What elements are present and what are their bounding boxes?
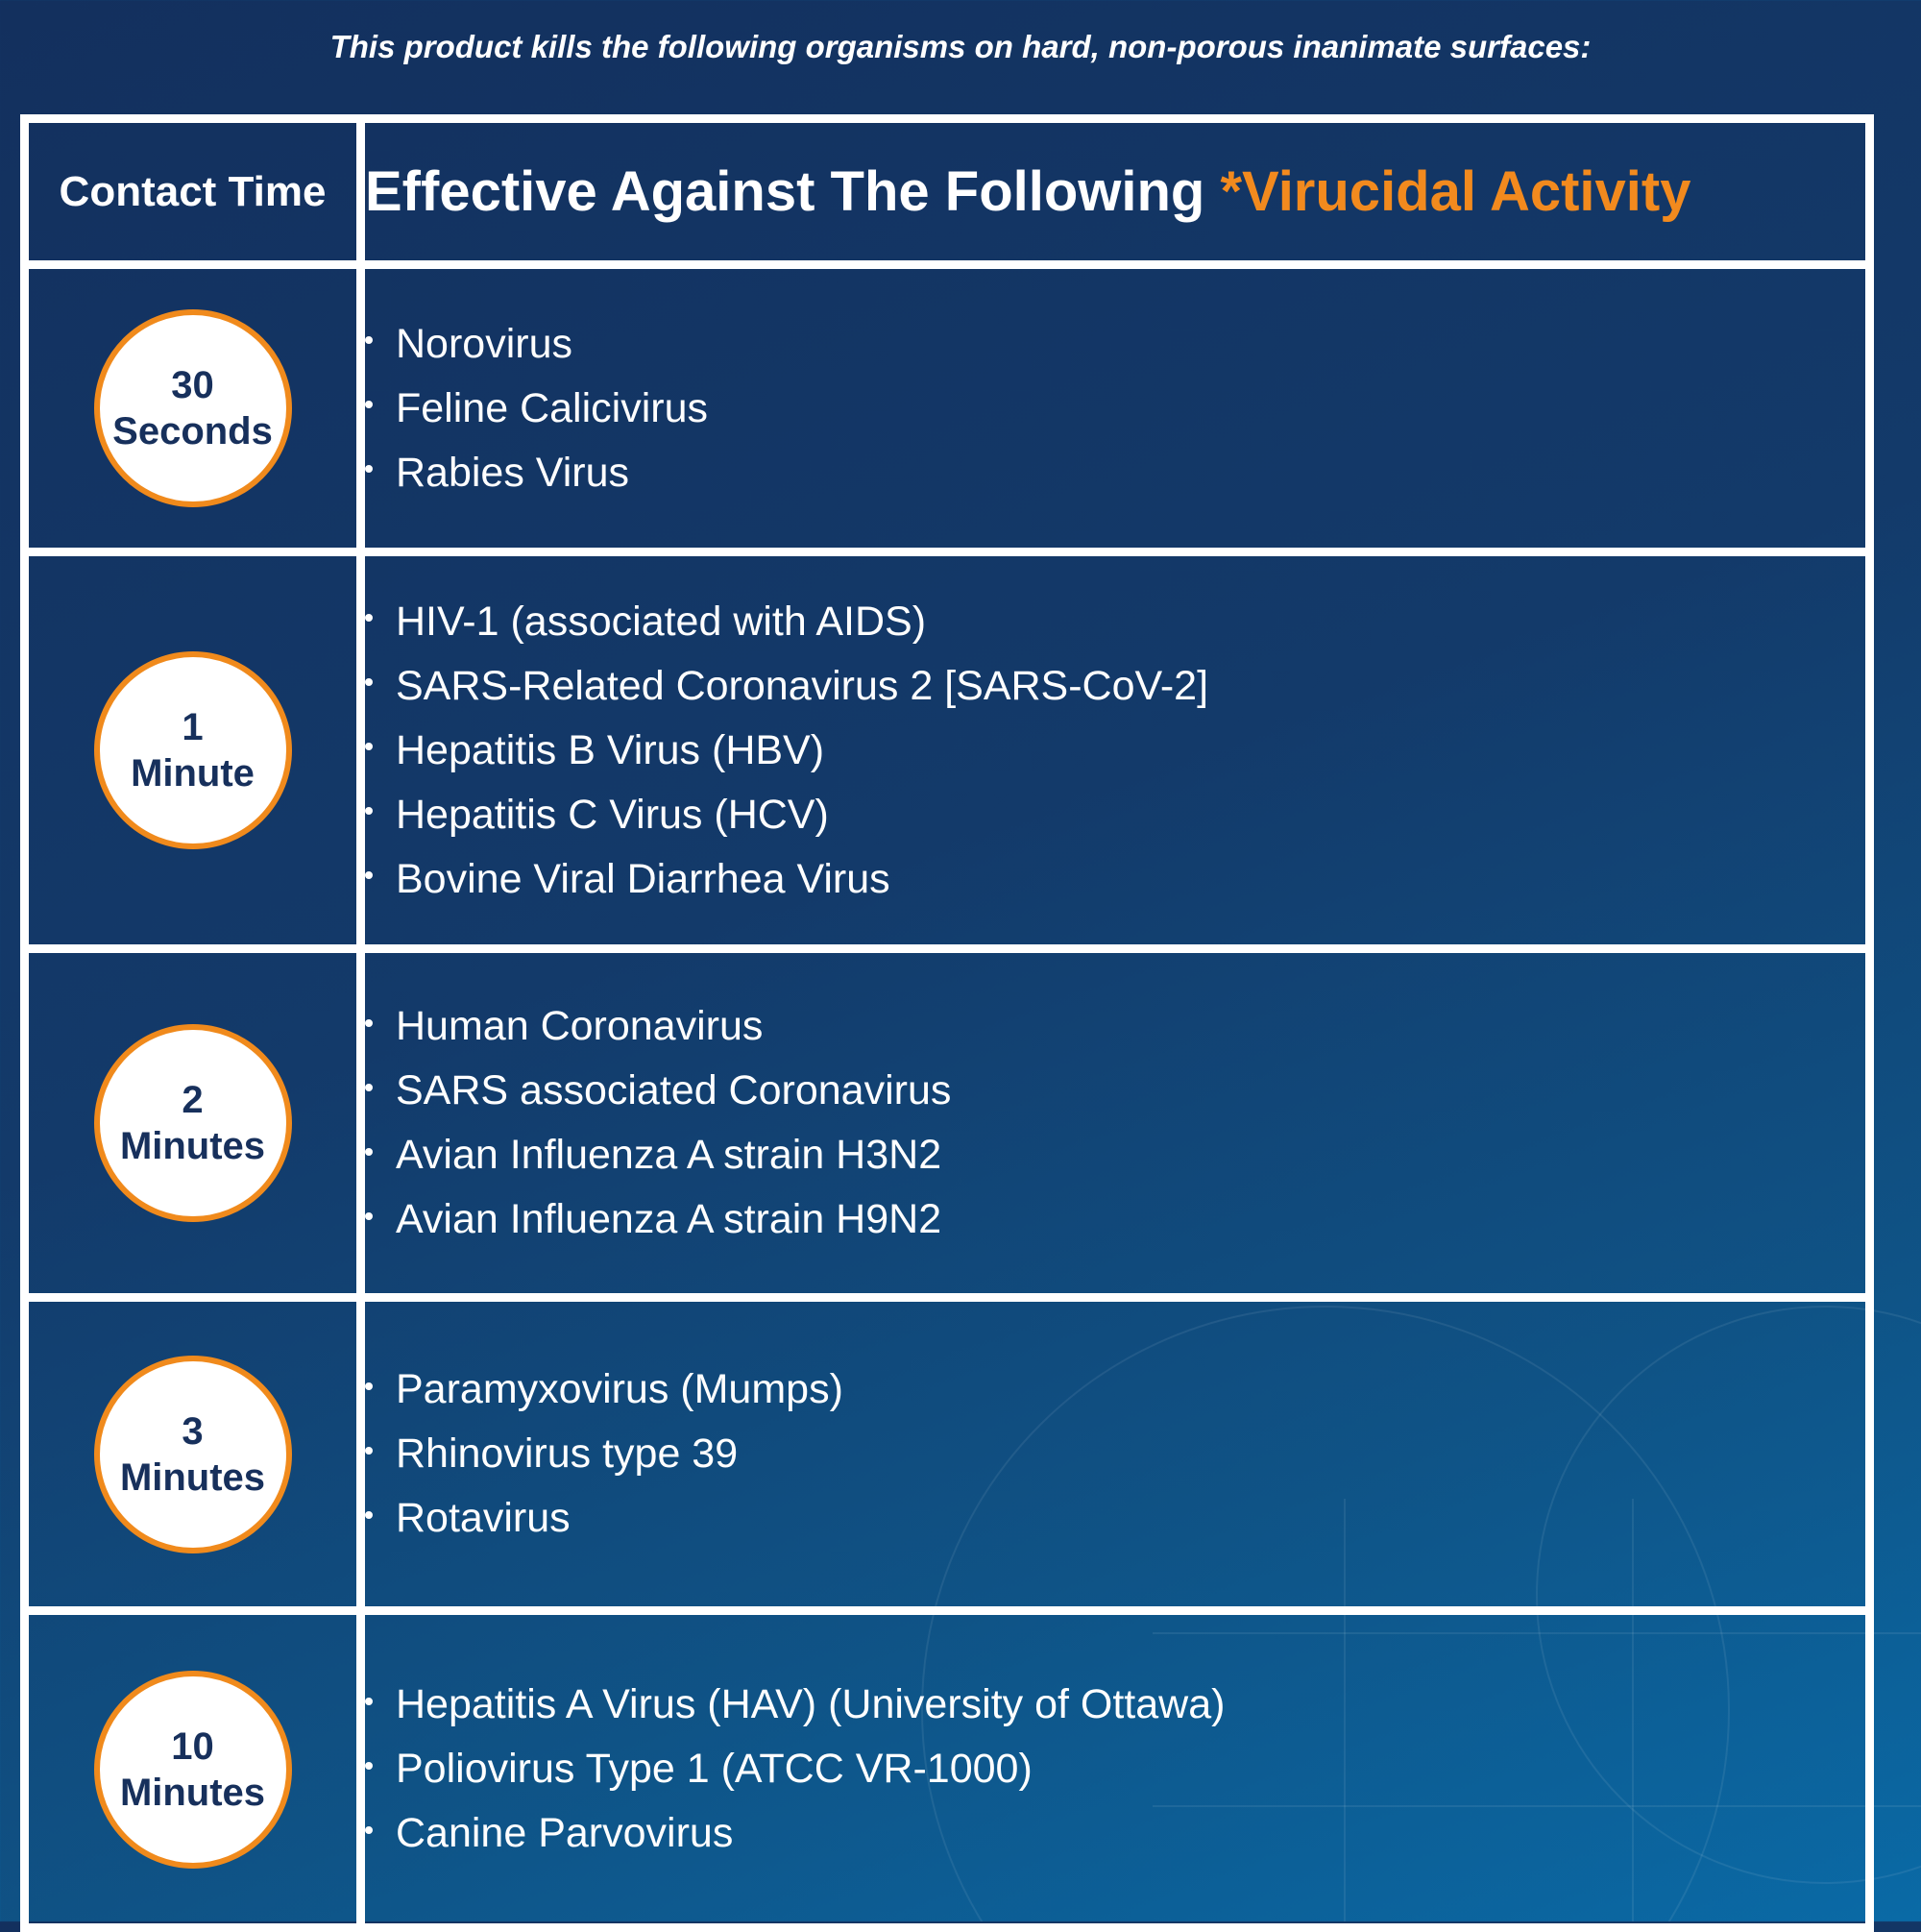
time-value: 1 — [182, 706, 204, 748]
time-unit: Minutes — [119, 1125, 266, 1167]
list-item: Paramyxovirus (Mumps) — [365, 1357, 1865, 1422]
list-item: Rotavirus — [365, 1486, 1865, 1551]
virus-list — [365, 994, 1865, 1252]
time-unit: Minutes — [119, 1771, 266, 1814]
virus-list-cell — [361, 1611, 1870, 1928]
virus-list-cell — [361, 949, 1870, 1298]
table-row — [25, 949, 1870, 1298]
list-item: Poliovirus Type 1 (ATCC VR-1000) — [365, 1737, 1865, 1801]
virus-list — [365, 312, 1865, 505]
virus-list-cell — [361, 552, 1870, 949]
list-item: Hepatitis C Virus (HCV) — [365, 783, 1865, 847]
virucidal-activity-highlight: *Virucidal Activity — [1220, 160, 1691, 223]
time-value: 10 — [171, 1724, 214, 1768]
list-item: Avian Influenza A strain H9N2 — [365, 1187, 1865, 1252]
table-header-row — [25, 119, 1870, 265]
virucidal-activity-table — [20, 114, 1874, 1932]
contact-time-cell — [25, 1298, 361, 1611]
list-item: Rabies Virus — [365, 441, 1865, 505]
list-item: HIV-1 (associated with AIDS) — [365, 590, 1865, 654]
list-item: Avian Influenza A strain H3N2 — [365, 1123, 1865, 1187]
list-item: Norovirus — [365, 312, 1865, 377]
virus-list-cell — [361, 1298, 1870, 1611]
time-badge — [94, 309, 292, 507]
time-value: 2 — [182, 1079, 204, 1121]
time-badge — [94, 1671, 292, 1869]
contact-time-cell — [25, 552, 361, 949]
list-item: SARS associated Coronavirus — [365, 1059, 1865, 1123]
table-row — [25, 265, 1870, 552]
time-unit: Minute — [131, 752, 255, 795]
time-badge — [94, 1024, 292, 1222]
virus-list — [365, 1357, 1865, 1551]
list-item: Feline Calicivirus — [365, 377, 1865, 441]
list-item: Hepatitis A Virus (HAV) (University of Ottawa) — [365, 1673, 1865, 1737]
effective-against-header — [361, 119, 1870, 265]
list-item: Hepatitis B Virus (HBV) — [365, 719, 1865, 783]
time-badge — [94, 651, 292, 849]
list-item: Canine Parvovirus — [365, 1801, 1865, 1866]
effective-header-prefix: Effective Against The Following — [365, 160, 1221, 223]
list-item: Human Coronavirus — [365, 994, 1865, 1059]
time-value: 30 — [171, 364, 214, 406]
time-value: 3 — [182, 1409, 204, 1453]
virus-list — [365, 1673, 1865, 1866]
list-item: SARS-Related Coronavirus 2 [SARS-CoV-2] — [365, 654, 1865, 719]
virus-list-cell — [361, 265, 1870, 552]
table-row — [25, 552, 1870, 949]
virus-list — [365, 590, 1865, 912]
intro-text: This product kills the following organisms on hard, non-porous inanimate surfaces: — [329, 29, 1592, 64]
contact-time-cell — [25, 265, 361, 552]
time-unit: Seconds — [112, 410, 273, 452]
time-badge — [94, 1356, 292, 1553]
table-row — [25, 1611, 1870, 1928]
list-item: Rhinovirus type 39 — [365, 1422, 1865, 1486]
contact-time-cell — [25, 1611, 361, 1928]
list-item: Bovine Viral Diarrhea Virus — [365, 847, 1865, 912]
table-row — [25, 1298, 1870, 1611]
contact-time-header: Contact Time — [25, 119, 361, 265]
contact-time-cell — [25, 949, 361, 1298]
time-unit: Minutes — [119, 1455, 266, 1499]
